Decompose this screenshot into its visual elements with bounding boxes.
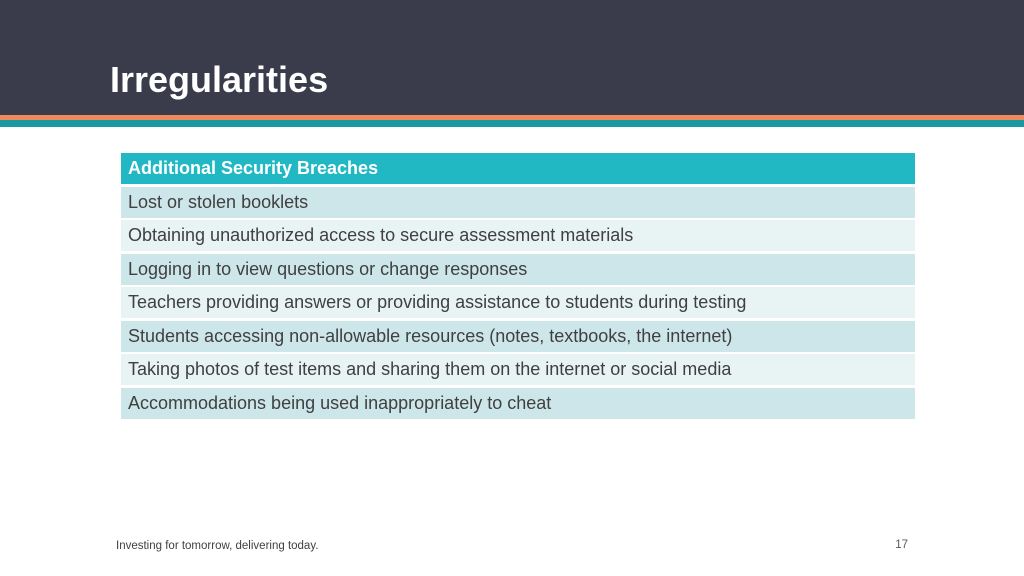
table-row: Taking photos of test items and sharing them on the internet or social media (121, 354, 915, 385)
table-row: Students accessing non-allowable resources (notes, textbooks, the internet) (121, 321, 915, 352)
table-row: Obtaining unauthorized access to secure assessment materials (121, 220, 915, 251)
table-row: Lost or stolen booklets (121, 187, 915, 218)
table-row: Logging in to view questions or change responses (121, 254, 915, 285)
teal-accent-stripe (0, 120, 1024, 127)
slide-title: Irregularities (110, 59, 329, 100)
footer-tagline: Investing for tomorrow, delivering today. (116, 540, 319, 552)
security-breaches-table (121, 153, 915, 421)
table-row: Accommodations being used inappropriately to cheat (121, 388, 915, 419)
title-bar (0, 0, 1024, 115)
table-header: Additional Security Breaches (121, 153, 915, 184)
table-row: Teachers providing answers or providing assistance to students during testing (121, 287, 915, 318)
page-number: 17 (895, 539, 908, 551)
